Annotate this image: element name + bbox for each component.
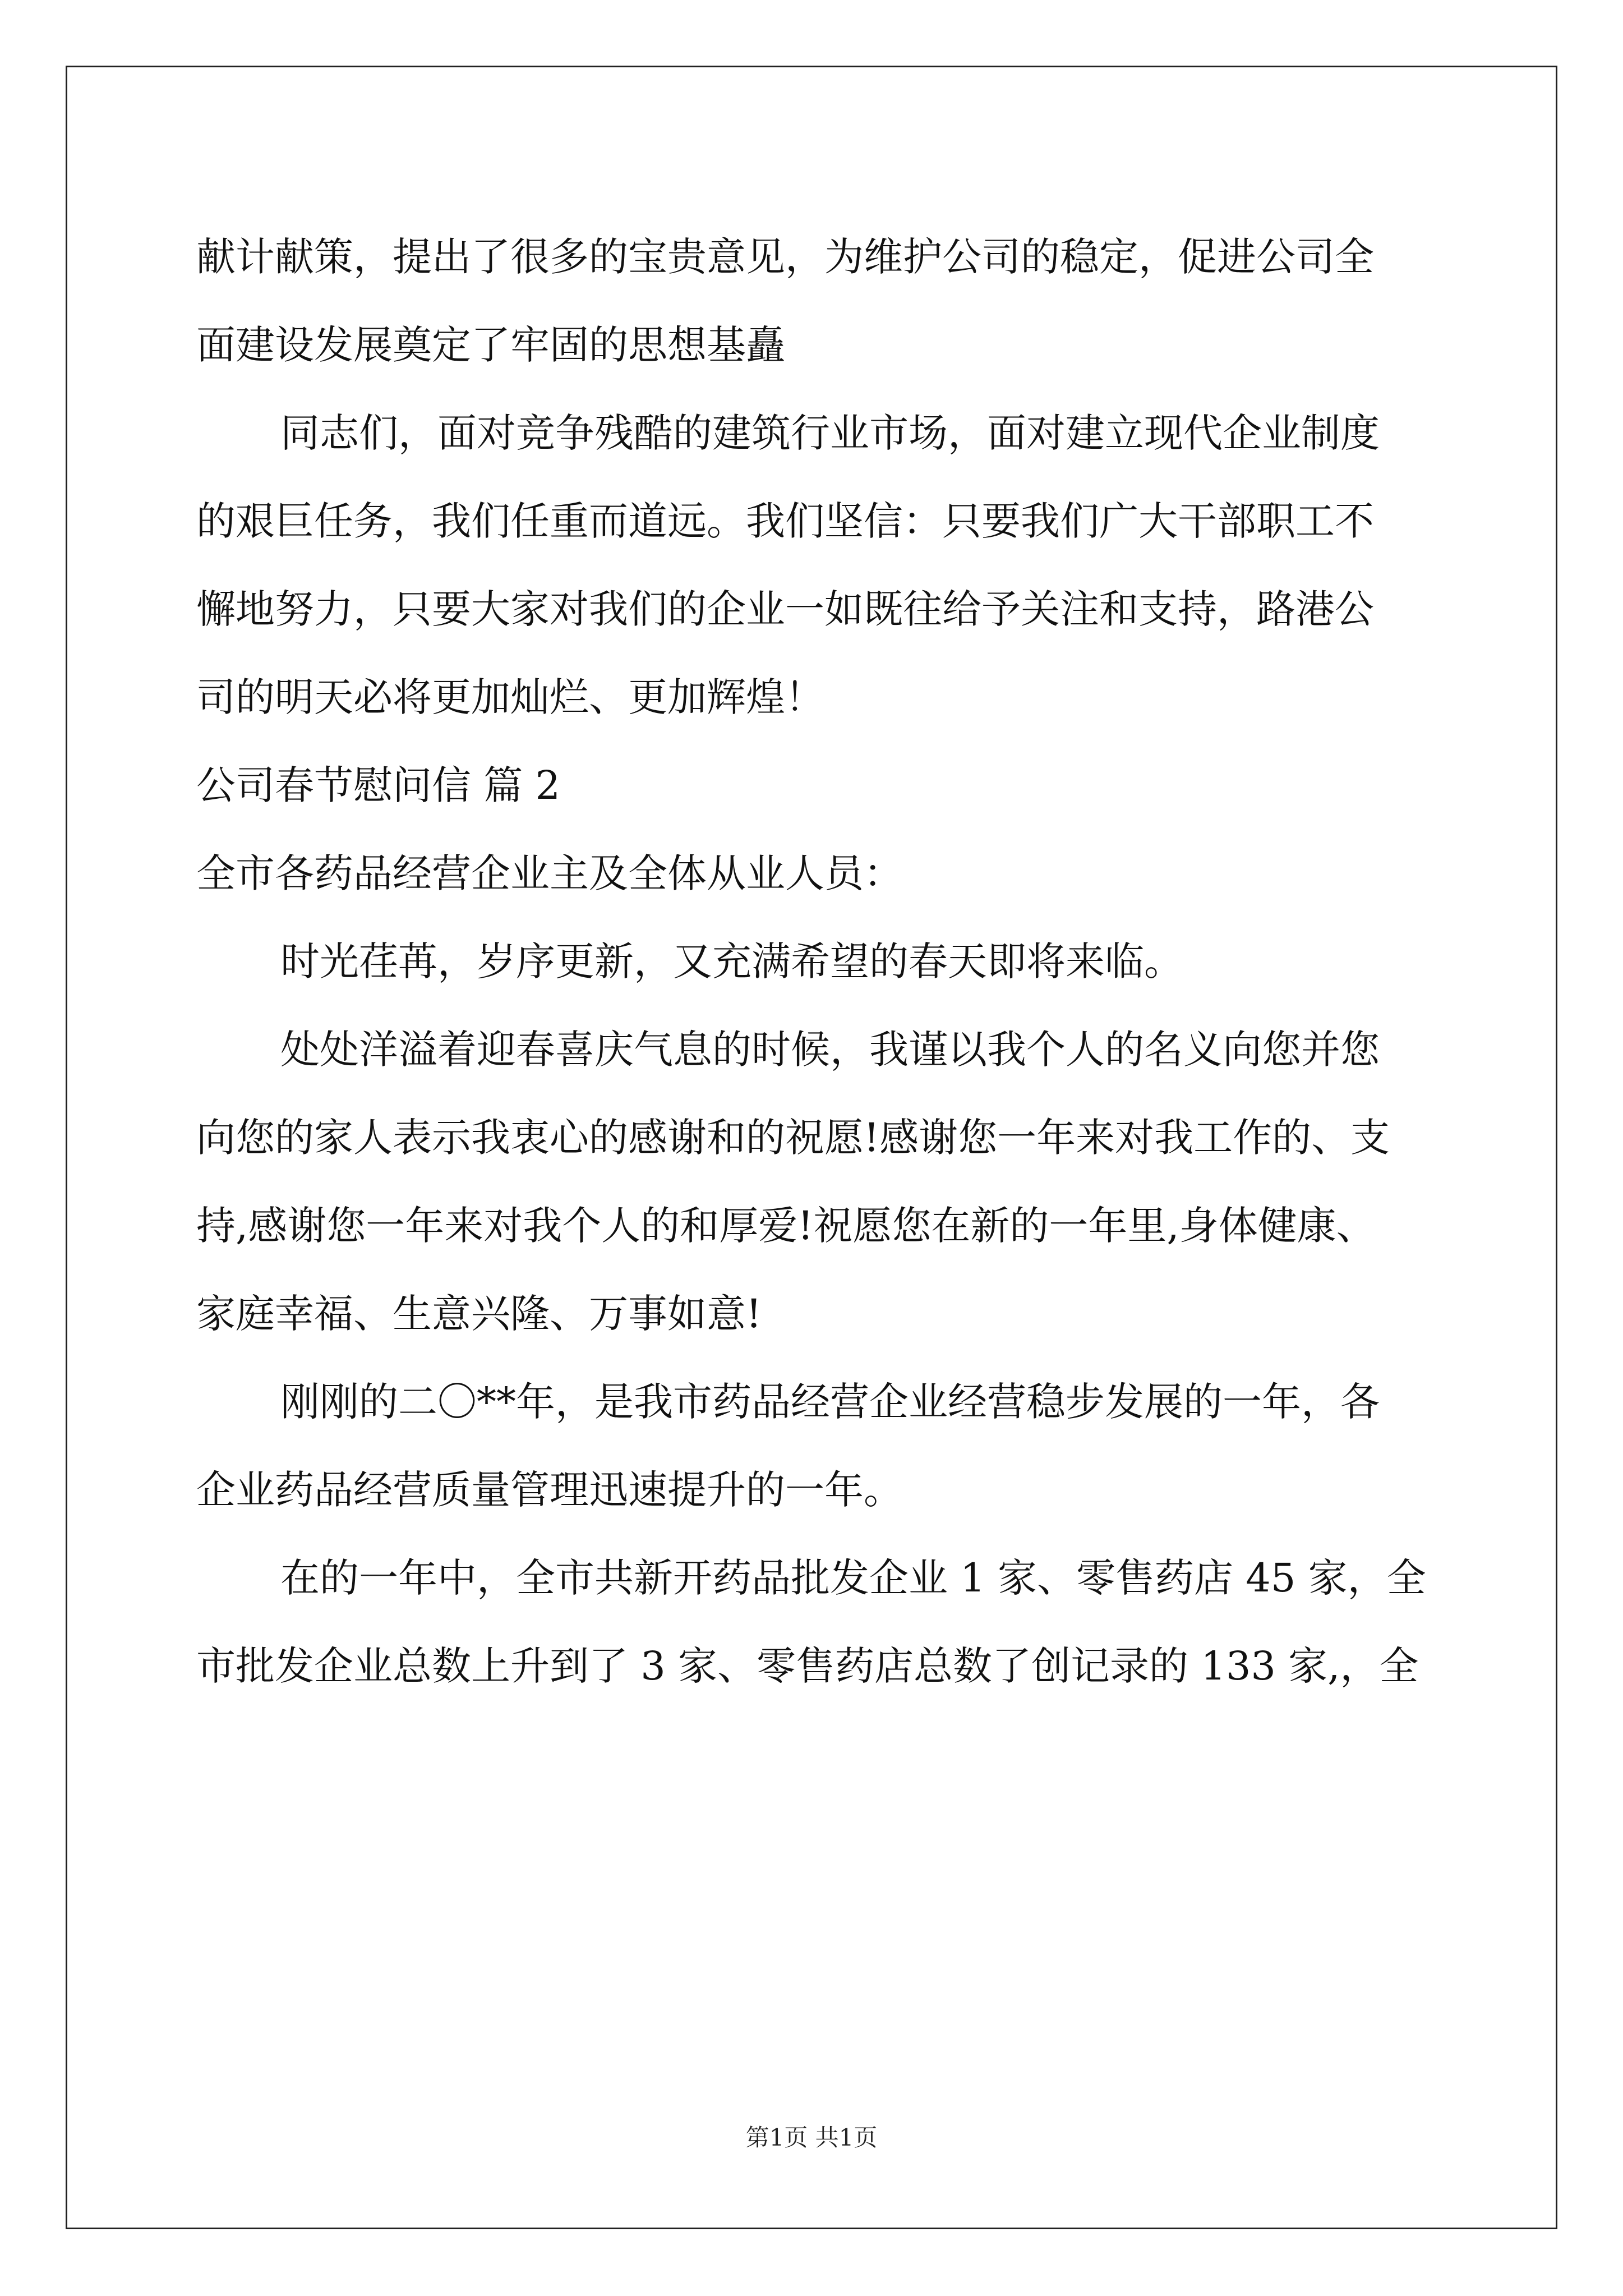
salutation: 全市各药品经营企业主及全体从业人员： (196, 850, 903, 896)
text-line: 的艰巨任务，我们任重而道远。我们坚信：只要我们广大干部职工不 (196, 498, 1374, 544)
text-line: 市批发企业总数上升到了 3 家、零售药店总数了创记录的 133 家,，全 (196, 1643, 1419, 1689)
text-line: 献计献策，提出了很多的宝贵意见，为维护公司的稳定，促进公司全 (196, 234, 1374, 280)
text-line: 向您的家人表示我衷心的感谢和的祝愿!感谢您一年来对我工作的、支 (196, 1115, 1390, 1161)
text-line: 家庭幸福、生意兴隆、万事如意! (196, 1291, 762, 1337)
paragraph-first-line: 刚刚的二〇**年，是我市药品经营企业经营稳步发展的一年，各 (280, 1379, 1380, 1425)
paragraph-first-line: 时光荏苒，岁序更新，又充满希望的春天即将来临。 (280, 938, 1183, 984)
section-heading: 公司春节慰问信 篇 2 (196, 762, 561, 808)
text-line: 持,感谢您一年来对我个人的和厚爱!祝愿您在新的一年里,身体健康、 (196, 1203, 1376, 1249)
text-line: 懈地努力，只要大家对我们的企业一如既往给予关注和支持，路港公 (196, 586, 1374, 632)
text-line: 司的明天必将更加灿烂、更加辉煌！ (196, 674, 824, 720)
document-body (196, 213, 1436, 1710)
text-line: 企业药品经营质量管理迅速提升的一年。 (196, 1467, 903, 1513)
paragraph-first-line: 处处洋溢着迎春喜庆气息的时候，我谨以我个人的名义向您并您 (280, 1027, 1380, 1073)
paragraph-first-line: 在的一年中，全市共新开药品批发企业 1 家、零售药店 45 家，全 (280, 1555, 1426, 1601)
text-line: 面建设发展奠定了牢固的思想基矗 (196, 322, 785, 368)
page-footer: 第1页 共1页 (745, 2124, 878, 2151)
paragraph-first-line: 同志们，面对竞争残酷的建筑行业市场，面对建立现代企业制度 (280, 410, 1380, 456)
